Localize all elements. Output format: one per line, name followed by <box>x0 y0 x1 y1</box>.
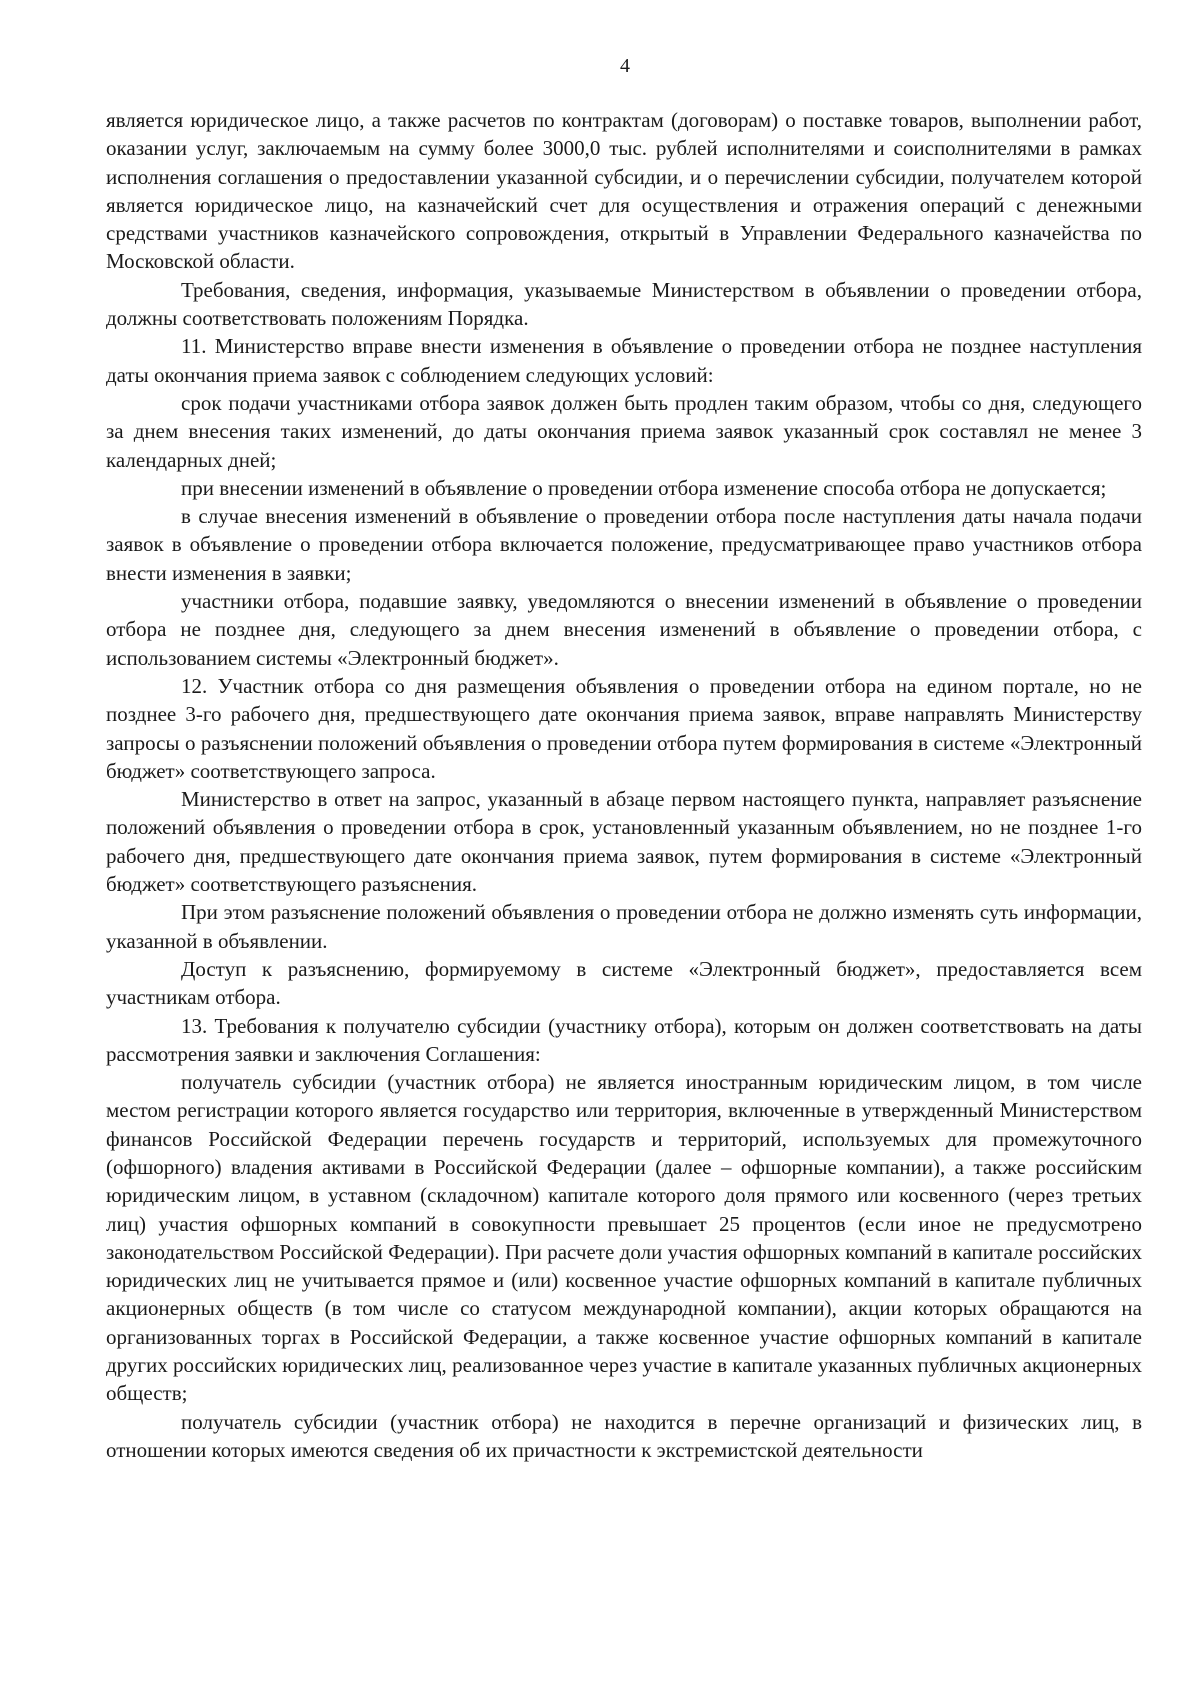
paragraph-requirements: Требования, сведения, информация, указываемые Министерством в объявлении о проведении отбора, должны соответствовать положениям Порядка. <box>106 277 1142 331</box>
paragraph-clause-11-changes: в случае внесения изменений в объявление о проведении отбора после наступления даты начала подачи заявок в объявление о проведении отбора включается положение, предусматривающее право участников отбора внести изменения в заявки; <box>106 504 1142 585</box>
paragraph-clause-11-notify: участники отбора, подавшие заявку, уведомляются о внесении изменений в объявление о проведении отбора не позднее дня, следующего за днем внесения изменений в объявление о проведении отбора, с использованием системы «Электронный бюджет». <box>106 589 1142 670</box>
paragraph-clause-11: 11. Министерство вправе внести изменения в объявление о проведении отбора не позднее наступления даты окончания приема заявок с соблюдением следующих условий: <box>106 334 1142 387</box>
paragraph-clause-11-term: срок подачи участниками отбора заявок должен быть продлен таким образом, чтобы со дня, следующего за днем внесения таких изменений, до даты окончания приема заявок указанный срок составлял не менее 3 календарных дней; <box>106 390 1142 472</box>
paragraph-clause-11-method: при внесении изменений в объявление о проведении отбора изменение способа отбора не допускается; <box>181 475 1107 500</box>
document-body <box>106 106 1142 1464</box>
page-number: 4 <box>620 55 630 77</box>
paragraph-clause-13: 13. Требования к получателю субсидии (участнику отбора), которым он должен соответствовать на даты рассмотрения заявки и заключения Соглашения: <box>106 1013 1142 1066</box>
paragraph-clause-13-extremism: получатель субсидии (участник отбора) не находится в перечне организаций и физических лиц, в отношении которых имеются сведения об их причастности к экстремистской деятельности <box>106 1409 1142 1462</box>
paragraph-clause-12-answer: Министерство в ответ на запрос, указанный в абзаце первом настоящего пункта, направляет разъяснение положений объявления о проведении отбора в срок, установленный указанным объявлением, но не позднее 1-го рабочего дня, предшествующего дате окончания приема заявок, путем формирования в системе «Электронный бюджет» соответствующего разъяснения. <box>106 787 1142 897</box>
paragraph-clause-12-scope: При этом разъяснение положений объявления о проведении отбора не должно изменять суть информации, указанной в объявлении. <box>106 900 1142 953</box>
paragraph-clause-12: 12. Участник отбора со дня размещения объявления о проведении отбора на едином портале, но не позднее 3-го рабочего дня, предшествующего дате окончания приема заявок, вправе направлять Министерству запросы о разъяснении положений объявления о проведении отбора путем формирования в системе «Электронный бюджет» соответствующего запроса. <box>106 673 1142 783</box>
paragraph-continuation: является юридическое лицо, а также расчетов по контрактам (договорам) о поставке товаров, выполнении работ, оказании услуг, заключаемым на сумму более 3000,0 тыс. рублей исполнителями и соисполнителями в рамках исполнения соглашения о предоставлении указанной субсидии, и о перечислении субсидии, получателем которой является юридическое лицо, на казначейский счет для осуществления и отражения операций с денежными средствами участников казначейского сопровождения, открытый в Управлении Федерального казначейства по Московской области. <box>106 108 1142 274</box>
paragraph-clause-12-access: Доступ к разъяснению, формируемому в системе «Электронный бюджет», предоставляется всем участникам отбора. <box>106 956 1142 1010</box>
paragraph-clause-13-offshore: получатель субсидии (участник отбора) не является иностранным юридическим лицом, в том числе местом регистрации которого является государство или территория, включенные в утвержденный Министерством финансов Российской Федерации перечень государств и территорий, используемых для промежуточного (офшорного) владения активами в Российской Федерации (далее – офшорные компании), а также российским юридическим лицом, в уставном (складочном) капитале которого доля прямого или косвенного (через третьих лиц) участия офшорных компаний в совокупности превышает 25 процентов (если иное не предусмотрено законодательством Российской Федерации). При расчете доли участия офшорных компаний в капитале российских юридических лиц не учитывается прямое и (или) косвенное участие офшорных компаний в капитале публичных акционерных обществ (в том числе со статусом международной компании), акции которых обращаются на организованных торгах в Российской Федерации, а также косвенное участие офшорных компаний в капитале других российских юридических лиц, реализованное через участие в капитале указанных публичных акционерных обществ; <box>106 1070 1142 1406</box>
